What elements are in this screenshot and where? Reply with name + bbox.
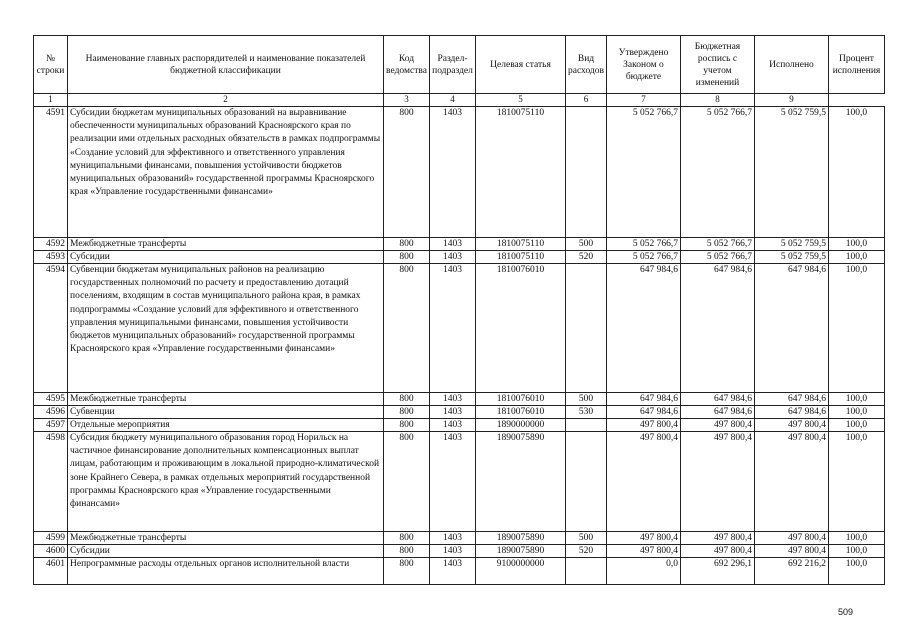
- row-dept-code: 800: [384, 251, 430, 264]
- row-budget: 647 984,6: [680, 264, 754, 393]
- row-name: Субсидии: [68, 251, 384, 264]
- table-row: [34, 238, 885, 251]
- row-dept-code: 800: [384, 406, 430, 419]
- row-executed: 497 800,4: [754, 419, 828, 432]
- row-number: 4601: [34, 558, 68, 585]
- row-section: 1403: [430, 432, 476, 532]
- row-section: 1403: [430, 545, 476, 558]
- row-expense-kind: [566, 558, 607, 585]
- row-section: 1403: [430, 393, 476, 406]
- row-budget: 647 984,6: [680, 406, 754, 419]
- row-executed: 647 984,6: [754, 264, 828, 393]
- row-expense-kind: 520: [566, 251, 607, 264]
- row-dept-code: 800: [384, 432, 430, 532]
- row-section: 1403: [430, 251, 476, 264]
- row-number: 4600: [34, 545, 68, 558]
- header-expense-kind: Вид расходов: [566, 36, 607, 94]
- row-section: 1403: [430, 264, 476, 393]
- row-budget: 647 984,6: [680, 393, 754, 406]
- column-number: 4: [430, 94, 476, 107]
- row-target: 1890075890: [476, 532, 566, 545]
- row-section: 1403: [430, 107, 476, 238]
- row-expense-kind: 500: [566, 532, 607, 545]
- column-number: 3: [384, 94, 430, 107]
- row-budget: 5 052 766,7: [680, 251, 754, 264]
- row-executed: 692 216,2: [754, 558, 828, 585]
- row-percent: 100,0: [828, 251, 884, 264]
- row-approved: 497 800,4: [606, 532, 680, 545]
- row-dept-code: 800: [384, 419, 430, 432]
- row-executed: 497 800,4: [754, 545, 828, 558]
- header-row-no: № строки: [34, 36, 68, 94]
- row-number: 4599: [34, 532, 68, 545]
- table-row: [34, 393, 885, 406]
- row-number: 4594: [34, 264, 68, 393]
- row-name: Субвенции бюджетам муниципальных районов на реализацию государственных полномочий по расчету и предоставлению дотаций поселениям, входящим в состав муниципального района края, в рамках подпрограммы «Создание условий для эффективного и ответственного управления муниципальными финансами, повышения устойчивости бюджетов муниципальных образований» государственной программы Красноярского края «Управление государственными финансами»: [68, 264, 384, 393]
- row-percent: 100,0: [828, 432, 884, 532]
- row-dept-code: 800: [384, 532, 430, 545]
- row-target: 1810075110: [476, 251, 566, 264]
- row-percent: 100,0: [828, 558, 884, 585]
- row-budget: 497 800,4: [680, 432, 754, 532]
- row-section: 1403: [430, 419, 476, 432]
- row-name: Межбюджетные трансферты: [68, 393, 384, 406]
- row-budget: 692 296,1: [680, 558, 754, 585]
- row-approved: 647 984,6: [606, 264, 680, 393]
- row-executed: 5 052 759,5: [754, 251, 828, 264]
- column-number: 2: [68, 94, 384, 107]
- row-target: 1810075110: [476, 238, 566, 251]
- row-name: Межбюджетные трансферты: [68, 532, 384, 545]
- header-approved: Утверждено Законом о бюджете: [606, 36, 680, 94]
- row-approved: 647 984,6: [606, 393, 680, 406]
- row-executed: 5 052 759,5: [754, 238, 828, 251]
- row-percent: 100,0: [828, 532, 884, 545]
- header-percent: Процент исполнения: [828, 36, 884, 94]
- row-expense-kind: 500: [566, 238, 607, 251]
- row-expense-kind: [566, 419, 607, 432]
- row-dept-code: 800: [384, 107, 430, 238]
- header-name: Наименование главных распорядителей и наименование показателей бюджетной классификации: [68, 36, 384, 94]
- row-number: 4596: [34, 406, 68, 419]
- budget-table: [33, 35, 885, 585]
- row-percent: 100,0: [828, 238, 884, 251]
- row-expense-kind: [566, 432, 607, 532]
- row-number: 4595: [34, 393, 68, 406]
- column-number: 6: [566, 94, 607, 107]
- row-dept-code: 800: [384, 393, 430, 406]
- row-name: Межбюджетные трансферты: [68, 238, 384, 251]
- row-expense-kind: 520: [566, 545, 607, 558]
- row-expense-kind: [566, 264, 607, 393]
- column-number: 7: [606, 94, 680, 107]
- row-budget: 5 052 766,7: [680, 107, 754, 238]
- row-approved: 5 052 766,7: [606, 238, 680, 251]
- table-row: [34, 419, 885, 432]
- row-percent: 100,0: [828, 419, 884, 432]
- row-dept-code: 800: [384, 558, 430, 585]
- row-number: 4598: [34, 432, 68, 532]
- row-executed: 647 984,6: [754, 406, 828, 419]
- row-expense-kind: 500: [566, 393, 607, 406]
- row-percent: 100,0: [828, 107, 884, 238]
- row-percent: 100,0: [828, 545, 884, 558]
- row-approved: 647 984,6: [606, 406, 680, 419]
- column-number-row: [34, 94, 885, 107]
- row-dept-code: 800: [384, 264, 430, 393]
- row-approved: 497 800,4: [606, 432, 680, 532]
- row-name: Субвенции: [68, 406, 384, 419]
- row-target: 9100000000: [476, 558, 566, 585]
- row-dept-code: 800: [384, 238, 430, 251]
- row-approved: 0,0: [606, 558, 680, 585]
- row-number: 4591: [34, 107, 68, 238]
- row-budget: 497 800,4: [680, 419, 754, 432]
- row-target: 1810076010: [476, 406, 566, 419]
- table-row: [34, 558, 885, 585]
- row-target: 1890000000: [476, 419, 566, 432]
- row-number: 4592: [34, 238, 68, 251]
- table-row: [34, 545, 885, 558]
- table-row: [34, 264, 885, 393]
- row-approved: 497 800,4: [606, 419, 680, 432]
- column-number: 5: [476, 94, 566, 107]
- row-approved: 497 800,4: [606, 545, 680, 558]
- row-section: 1403: [430, 558, 476, 585]
- row-executed: 5 052 759,5: [754, 107, 828, 238]
- row-expense-kind: 530: [566, 406, 607, 419]
- column-number: 8: [680, 94, 754, 107]
- row-target: 1890075890: [476, 432, 566, 532]
- row-budget: 497 800,4: [680, 545, 754, 558]
- row-executed: 647 984,6: [754, 393, 828, 406]
- row-target: 1890075890: [476, 545, 566, 558]
- row-executed: 497 800,4: [754, 432, 828, 532]
- row-percent: 100,0: [828, 393, 884, 406]
- row-target: 1810075110: [476, 107, 566, 238]
- row-name: Субсидия бюджету муниципального образования город Норильск на частичное финансирование дополнительных компенсационных выплат лицам, работающим и проживающим в локальной природно-климатической зоне Крайнего Севера, в рамках отдельных мероприятий государственной программы Красноярского края «Управление государственными финансами»: [68, 432, 384, 532]
- row-target: 1810076010: [476, 393, 566, 406]
- row-section: 1403: [430, 532, 476, 545]
- row-name: Субсидии бюджетам муниципальных образований на выравнивание обеспеченности муниципальных образований Красноярского края по реализации ими отдельных расходных обязательств в рамках подпрограммы «Создание условий для эффективного и ответственного управления муниципальными финансами, повышения устойчивости бюджетов муниципальных образований» государственной программы Красноярского края «Управление государственными финансами»: [68, 107, 384, 238]
- page-number: 509: [838, 607, 854, 617]
- row-budget: 5 052 766,7: [680, 238, 754, 251]
- header-budget-list: Бюджетная роспись с учетом изменений: [680, 36, 754, 94]
- row-name: Отдельные мероприятия: [68, 419, 384, 432]
- row-target: 1810076010: [476, 264, 566, 393]
- column-number: 9: [754, 94, 828, 107]
- header-row: [34, 36, 885, 94]
- table-row: [34, 107, 885, 238]
- row-approved: 5 052 766,7: [606, 107, 680, 238]
- header-target: Целевая статья: [476, 36, 566, 94]
- row-executed: 497 800,4: [754, 532, 828, 545]
- table-row: [34, 432, 885, 532]
- table-row: [34, 251, 885, 264]
- row-name: Субсидии: [68, 545, 384, 558]
- table-row: [34, 406, 885, 419]
- column-number: 1: [34, 94, 68, 107]
- row-section: 1403: [430, 406, 476, 419]
- header-section: Раздел-подраздел: [430, 36, 476, 94]
- table-row: [34, 532, 885, 545]
- row-number: 4593: [34, 251, 68, 264]
- row-budget: 497 800,4: [680, 532, 754, 545]
- row-percent: 100,0: [828, 406, 884, 419]
- row-approved: 5 052 766,7: [606, 251, 680, 264]
- row-dept-code: 800: [384, 545, 430, 558]
- row-number: 4597: [34, 419, 68, 432]
- header-dept-code: Код ведомства: [384, 36, 430, 94]
- header-executed: Исполнено: [754, 36, 828, 94]
- row-expense-kind: [566, 107, 607, 238]
- row-name: Непрограммные расходы отдельных органов исполнительной власти: [68, 558, 384, 585]
- row-percent: 100,0: [828, 264, 884, 393]
- row-section: 1403: [430, 238, 476, 251]
